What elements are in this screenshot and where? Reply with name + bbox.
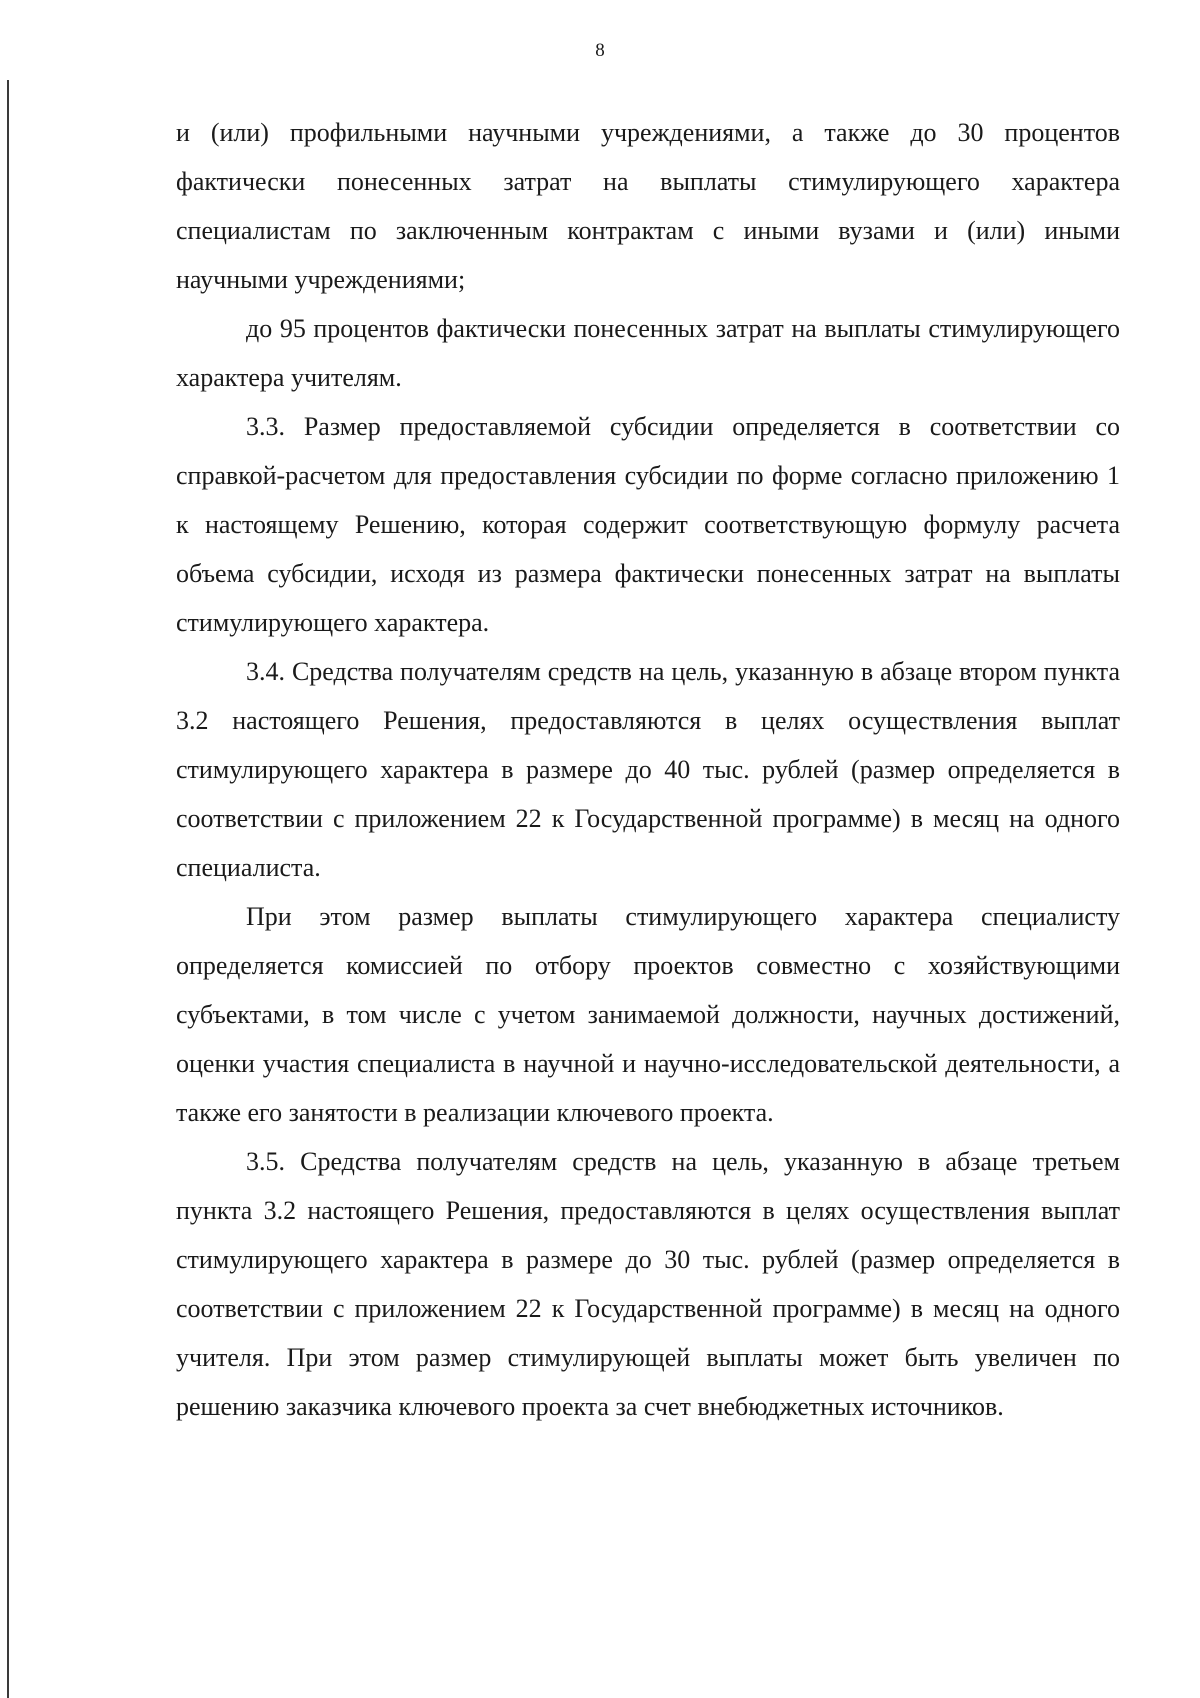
document-body (176, 108, 1120, 1431)
paragraph-3-5: 3.5. Средства получателям средств на цель, указанную в абзаце третьем пункта 3.2 настоящего Решения, предоставляются в целях осуществления выплат стимулирующего характера в размере до 30 тыс. рублей (размер определяется в соответствии с приложением 22 к Государственной программе) в месяц на одного учителя. При этом размер стимулирующей выплаты может быть увеличен по решению заказчика ключевого проекта за счет внебюджетных источников. (176, 1147, 1120, 1421)
paragraph-teachers-costs: до 95 процентов фактически понесенных затрат на выплаты стимулирующего характера учителям. (176, 314, 1120, 392)
page-number: 8 (595, 40, 605, 61)
scan-edge-line (7, 80, 9, 1698)
paragraph-3-3: 3.3. Размер предоставляемой субсидии определяется в соответствии со справкой-расчетом для предоставления субсидии по форме согласно приложению 1 к настоящему Решению, которая содержит соответствующую формулу расчета объема субсидии, исходя из размера фактически понесенных затрат на выплаты стимулирующего характера. (176, 412, 1120, 637)
paragraph-continuation: и (или) профильными научными учреждениями, а также до 30 процентов фактически понесенных затрат на выплаты стимулирующего характера специалистам по заключенным контрактам с иными вузами и (или) иными научными учреждениями; (176, 118, 1120, 294)
paragraph-3-4: 3.4. Средства получателям средств на цель, указанную в абзаце втором пункта 3.2 настоящего Решения, предоставляются в целях осуществления выплат стимулирующего характера в размере до 40 тыс. рублей (размер определяется в соответствии с приложением 22 к Государственной программе) в месяц на одного специалиста. (176, 657, 1120, 882)
paragraph-specialist-payment: При этом размер выплаты стимулирующего характера специалисту определяется комиссией по отбору проектов совместно с хозяйствующими субъектами, в том числе с учетом занимаемой должности, научных достижений, оценки участия специалиста в научной и научно-исследовательской деятельности, а также его занятости в реализации ключевого проекта. (176, 902, 1120, 1127)
